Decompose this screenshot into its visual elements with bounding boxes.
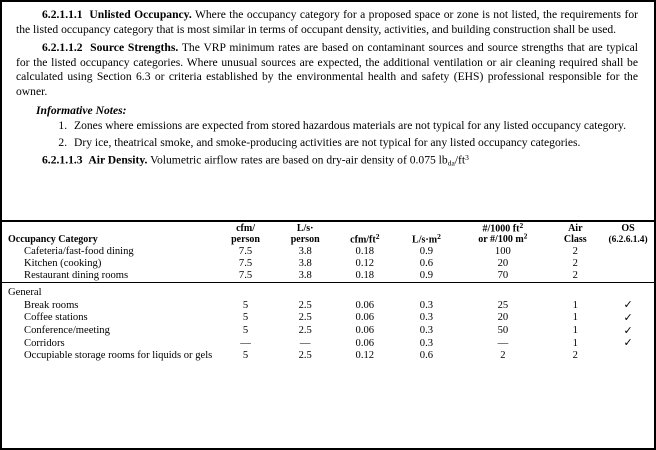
cell-ls-m2: 0.3: [419, 312, 434, 324]
list-item: 1. Zones where emissions are expected from stored hazardous materials are not typical for any listed occupancy category.: [70, 119, 628, 134]
cell-occupancy-category: Break rooms: [24, 299, 79, 311]
cell-cfm-person: 7.5: [238, 245, 253, 257]
cell-ls-m2: 0.3: [419, 325, 434, 336]
superscript-2: 2: [375, 232, 380, 241]
cell-ls-person: 2.5: [298, 312, 312, 324]
cell-occupant-density: —: [497, 337, 509, 349]
column-header-ls-m2: [396, 222, 458, 246]
cell-cfm-ft2: 0.18: [355, 269, 375, 281]
column-header-cfm-ft2-text: cfm/ft: [350, 234, 376, 246]
section-heading: Unlisted Occupancy.: [89, 8, 192, 21]
section-heading: Air Density.: [88, 153, 148, 167]
cell-ls-person: 3.8: [298, 269, 312, 281]
cell-ls-m2: 0.3: [419, 337, 434, 349]
subscript-da: da: [447, 158, 455, 168]
paragraph-source-strengths: [16, 41, 638, 99]
cell-cfm-ft2: 0.06: [355, 312, 375, 324]
cell-cfm-ft2: 0.06: [355, 325, 375, 336]
cell-air-class: 1: [572, 337, 578, 349]
section-text: Where the occupancy category for a proposed space or zone is not listed, the requirements for the listed occupancy category that is most similar in terms of occupant density, activities, and building construction shall be used.: [16, 8, 639, 36]
cell-ls-m2: 0.9: [419, 245, 434, 257]
table-row: [2, 258, 654, 270]
cell-ls-m2: 0.3: [419, 299, 434, 311]
cell-occupancy-category: Coffee stations: [24, 312, 88, 324]
cell-ls-m2: 0.6: [419, 257, 434, 269]
cell-air-class: 1: [572, 312, 578, 324]
cell-cfm-ft2: 0.12: [355, 257, 375, 269]
column-header-ls-person: [276, 222, 334, 246]
informative-notes-heading: Informative Notes:: [36, 103, 127, 117]
table-row: [2, 246, 654, 258]
cell-ls-person: 2.5: [298, 325, 312, 336]
cell-ls-person: 3.8: [298, 257, 312, 269]
column-header-occupant-density: [457, 222, 548, 246]
cell-occupancy-category: Occupiable storage rooms for liquids or gels: [24, 349, 213, 361]
cell-cfm-ft2: 0.06: [355, 337, 375, 349]
cell-cfm-ft2: 0.12: [355, 349, 375, 361]
section-number: 6.2.1.1.2: [42, 41, 83, 55]
cell-os: ✓: [623, 337, 633, 350]
cell-group-label: General: [2, 283, 654, 300]
table-row: [2, 299, 654, 312]
cell-occupancy-category: Kitchen (cooking): [24, 257, 102, 269]
column-header-cfm-ft2: [334, 222, 396, 246]
table-row: [2, 325, 654, 338]
superscript-2: 2: [437, 232, 441, 241]
cell-occupancy-category: Conference/meeting: [24, 325, 110, 336]
column-header-occupancy-category: Occupancy Category: [8, 234, 98, 246]
cell-cfm-person: 5: [242, 349, 249, 361]
column-header-ls-person-line2: person: [290, 234, 320, 246]
cell-cfm-person: 5: [242, 325, 249, 336]
cell-os: [602, 246, 654, 258]
document-body: [2, 2, 654, 168]
cell-occupant-density: 50: [497, 325, 509, 336]
cell-cfm-person: —: [240, 337, 251, 349]
cell-air-class: 1: [572, 299, 578, 311]
table-row: [2, 270, 654, 283]
cell-os: ✓: [623, 299, 633, 312]
column-header-cfm-person: [215, 222, 277, 246]
table-body: [2, 246, 654, 362]
cell-occupancy-category: Corridors: [24, 337, 65, 349]
cell-cfm-ft2: 0.06: [355, 299, 375, 311]
cell-air-class: 2: [572, 269, 578, 281]
cell-ls-m2: 0.6: [419, 349, 434, 361]
cell-cfm-person: 7.5: [238, 257, 253, 269]
cell-occupant-density: 2: [500, 349, 506, 361]
table-header-row: [2, 222, 654, 246]
cell-air-class: 2: [572, 245, 578, 257]
cell-os: [602, 258, 654, 270]
cell-os: ✓: [623, 324, 633, 337]
paragraph-air-density: [16, 153, 638, 168]
table-group-row-general: [2, 283, 654, 300]
cell-ls-person: 3.8: [298, 245, 312, 257]
cell-cfm-ft2: 0.18: [355, 245, 375, 257]
column-header-os: [602, 222, 654, 246]
ventilation-rate-table: [2, 222, 654, 362]
column-header-os-line1: OS: [621, 223, 635, 235]
ventilation-rate-table-container: [2, 220, 654, 448]
cell-occupant-density: 70: [497, 269, 509, 281]
column-header-air-class-line1: Air: [568, 223, 583, 235]
section-text: Volumetric airflow rates are based on dry-air density of 0.075 lb: [147, 153, 448, 167]
column-header-ls-person-line1: L/s·: [296, 223, 314, 235]
paragraph-unlisted-occupancy: [16, 8, 638, 37]
table-row: [2, 312, 654, 325]
section-text: The VRP minimum rates are based on contaminant sources and source strengths that are typical for the listed occupancy categories. Where unusual sources are expected, the additional ventilation or air cleaning required shall be calculated using Section 6.3 or criteria established by the environmental health and safety (EHS) professional responsible for the owner.: [16, 41, 638, 98]
cell-cfm-person: 5: [242, 312, 249, 324]
section-number: 6.2.1.1.1: [42, 8, 83, 21]
cell-os: ✓: [623, 311, 633, 324]
cell-ls-m2: 0.9: [419, 269, 434, 281]
cell-occupant-density: 25: [497, 299, 509, 311]
table-header: [2, 222, 654, 246]
cell-ls-person: —: [299, 337, 311, 349]
column-header-cfm-person-line1: cfm/: [236, 223, 255, 235]
cell-occupancy-category: Cafeteria/fast-food dining: [24, 245, 134, 257]
table-row: [2, 350, 654, 362]
cell-occupant-density: 20: [497, 312, 509, 324]
list-item: 2. Dry ice, theatrical smoke, and smoke-producing activities are not typical for any listed occupancy categories.: [70, 136, 628, 151]
section-heading: Source Strengths.: [90, 41, 179, 55]
cell-air-class: 2: [572, 257, 578, 269]
cell-cfm-person: 5: [242, 299, 249, 311]
cell-occupant-density: 100: [494, 245, 511, 257]
cell-cfm-person: 7.5: [238, 269, 253, 281]
cell-ls-person: 2.5: [298, 299, 312, 311]
cell-air-class: 2: [572, 349, 578, 361]
cell-ls-person: 2.5: [298, 349, 312, 361]
column-header-density-line1: #/1000 $ft^2$: [482, 222, 524, 233]
section-text-cont: /ft: [454, 153, 466, 167]
section-number: 6.2.1.1.3: [42, 153, 83, 167]
cell-occupancy-category: Restaurant dining rooms: [24, 269, 129, 281]
superscript-3: 3: [465, 153, 469, 163]
cell-os: [602, 270, 654, 283]
column-header-cfm-person-line2: person: [231, 234, 260, 246]
table-row: [2, 337, 654, 350]
cell-occupant-density: 20: [497, 257, 509, 269]
column-header-os-line2: (6.2.6.1.4): [608, 235, 648, 246]
cell-air-class: 1: [572, 325, 578, 336]
column-header-air-class: [548, 222, 602, 246]
informative-notes-list: [16, 119, 628, 150]
cell-os: [602, 350, 654, 362]
column-header-air-class-line2: Class: [563, 234, 587, 246]
column-header-ls-m2-text: L/s·m: [412, 234, 438, 246]
column-header-density-line2: or #/100 $m^2$: [478, 232, 528, 246]
